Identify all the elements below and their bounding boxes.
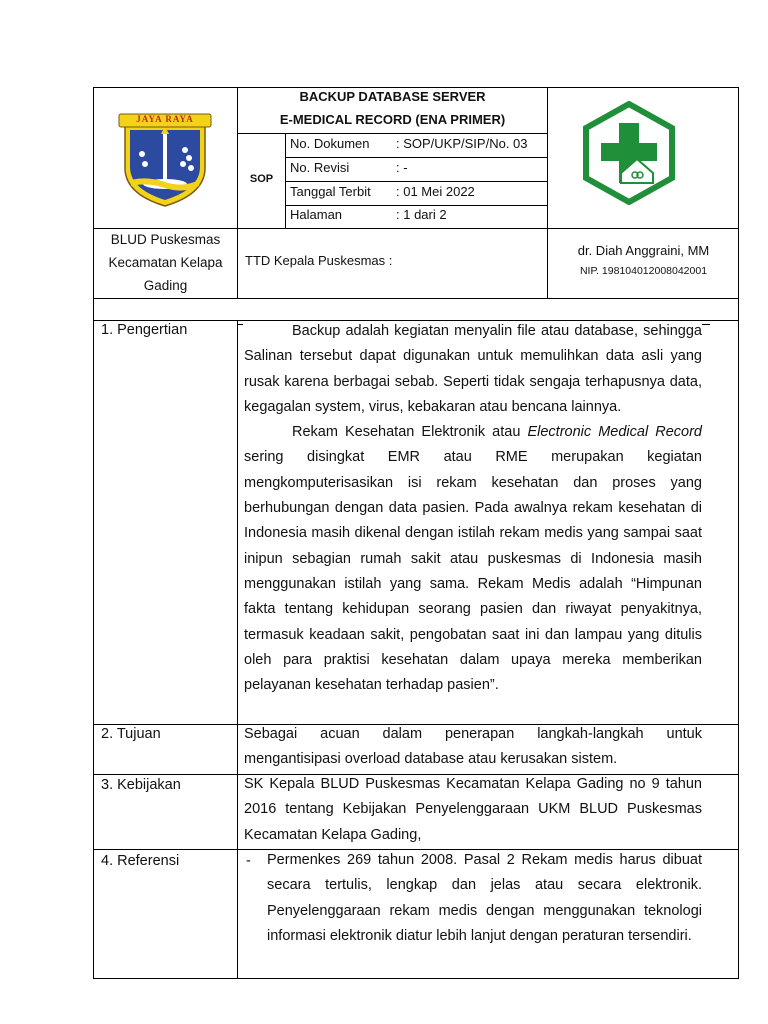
signature-label: TTD Kepala Puskesmas : [245,253,393,268]
meta-value-revisi: : - [396,160,408,175]
pengertian-paragraph-1: Backup adalah kegiatan menyalin file atau database, sehingga Salinan tersebut dapat digunakan untuk memulihkan data asli yang rusak karena berbagai sebab. Seperti tidak sengaja terhapusnya data, kegagalan system, virus, kebakaran atau bencana lainnya. [244,323,702,415]
meta-label-revisi: No. Revisi [290,160,350,175]
section-body-tujuan: Sebagai acuan dalam penerapan langkah-langkah untuk mengantisipasi overload database atau kerusakan sistem. [244,726,702,768]
section-body-referensi: Permenkes 269 tahun 2008. Pasal 2 Rekam medis harus dibuat secara tertulis, lengkap dan jelas atau secara elektronik. Penyelenggaraan rekam medis dengan menggunakan teknologi informasi elektronik diatur lebih lanjut dengan peraturan tersendiri. [267,852,702,944]
section-label-referensi: 4. Referensi [101,853,180,869]
signer-name: dr. Diah Anggraini, MM [577,243,710,258]
jakarta-crest-logo [117,110,213,208]
meta-value-halaman: : 1 dari 2 [396,207,447,222]
section-label-tujuan: 2. Tujuan [101,726,161,742]
institution-name: BLUD Puskesmas Kecamatan Kelapa Gading [108,232,223,293]
meta-value-dokumen: : SOP/UKP/SIP/No. 03 [396,136,528,151]
meta-label-halaman: Halaman [290,207,343,222]
sop-label: SOP [249,173,274,185]
section-body-kebijakan: SK Kepala BLUD Puskesmas Kecamatan Kelapa Gading no 9 tahun 2016 tentang Kebijakan Penyelenggaraan UKM BLUD Puskesmas Kecamatan Kelapa Gading, [244,776,702,843]
meta-label-dokumen: No. Dokumen [290,136,370,151]
section-label-pengertian: 1. Pengertian [101,322,188,338]
doc-title-line2: E-MEDICAL RECORD (ENA PRIMER) [279,112,506,127]
meta-value-tanggal: : 01 Mei 2022 [396,184,475,199]
section-body-pengertian [244,319,702,698]
doc-title-line1: BACKUP DATABASE SERVER [299,89,486,104]
crest-banner-text: JAYA RAYA [136,114,194,124]
section-label-kebijakan: 3. Kebijakan [101,777,181,793]
meta-label-tanggal: Tanggal Terbit [290,184,371,199]
puskesmas-logo [581,101,677,205]
signer-nip: NIP. 198104012008042001 [579,265,708,277]
pengertian-paragraph-2: Rekam Kesehatan Elektronik atau Electronic Medical Record sering disingkat EMR atau RME merupakan kegiatan mengkomputerisasikan isi rekam kesehatan dan proses yang berhubungan dengan data pasien. Pada awalnya rekam kesehatan di Indonesia masih dikenal dengan istilah rekam medis yang sampai saat inipun sebagian rumah sakit atau puskesmas di Indonesia masih menggunakan istilah yang sama. Rekam Medis adalah “Himpunan fakta tentang kehidupan seorang pasien dan riwayat penyakitnya, termasuk keadaan sakit, pengobatan saat ini dan lampau yang ditulis oleh para praktisi kesehatan dalam upaya mereka memberikan pelayanan kesehatan terhadap pasien”. [244,424,702,694]
referensi-bullet: - [246,853,251,869]
